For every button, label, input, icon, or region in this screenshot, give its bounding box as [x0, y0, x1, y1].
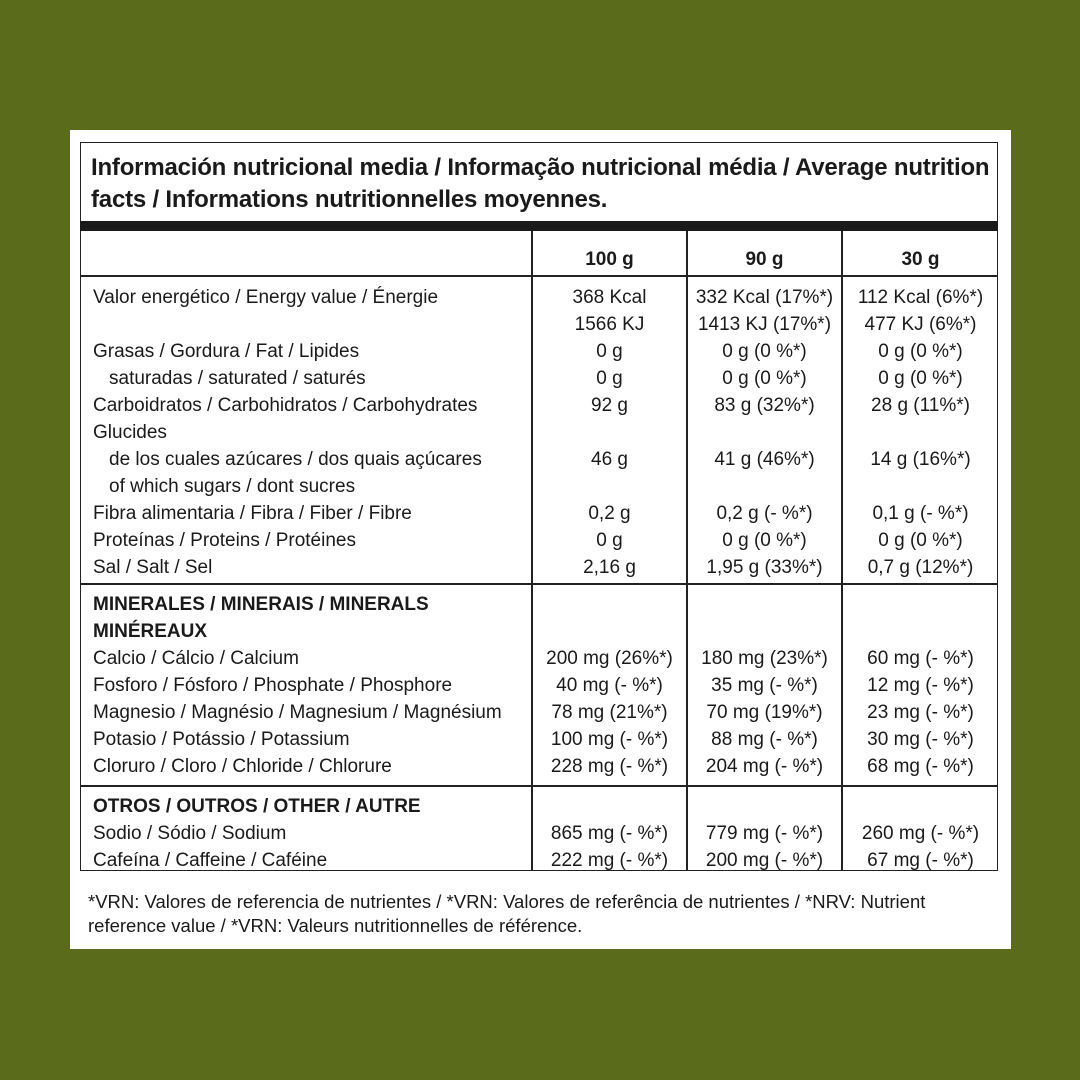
row-label: Sal / Salt / Sel — [93, 557, 213, 578]
row-label: Fosforo / Fósforo / Phosphate / Phosphore — [93, 675, 453, 696]
table-row — [81, 284, 999, 311]
row-value-100g: 865 mg (- %*) — [550, 823, 669, 844]
row-label: Sodio / Sódio / Sodium — [93, 823, 287, 844]
row-value-100g: 1566 KJ — [574, 314, 645, 335]
table-row — [81, 820, 999, 847]
row-value-100g: 40 mg (- %*) — [556, 675, 663, 696]
header-divider — [81, 275, 997, 277]
row-value-100g: 200 mg (26%*) — [546, 648, 673, 669]
nutrition-table — [80, 142, 998, 871]
table-row — [81, 392, 999, 419]
row-label: Glucides — [93, 422, 167, 443]
table-row — [81, 847, 999, 874]
row-label: Carboidratos / Carbohidratos / Carbohydrates — [93, 395, 478, 416]
minerals-heading-2: MINÉREAUX — [93, 621, 208, 642]
table-row — [81, 365, 999, 392]
table-row — [81, 726, 999, 753]
row-value-100g: 0 g — [596, 530, 623, 551]
row-value-30g: 68 mg (- %*) — [867, 756, 974, 777]
table-row — [81, 554, 999, 581]
row-value-100g: 0,2 g — [588, 503, 631, 524]
table-row — [81, 753, 999, 780]
table-row — [81, 699, 999, 726]
row-value-30g: 67 mg (- %*) — [867, 850, 974, 871]
row-value-90g: 70 mg (19%*) — [706, 702, 823, 723]
section-divider — [81, 785, 997, 787]
row-label: Cloruro / Cloro / Chloride / Chlorure — [93, 756, 392, 777]
row-value-90g: 83 g (32%*) — [714, 395, 815, 416]
section-divider — [81, 583, 997, 585]
title-divider — [80, 221, 998, 231]
row-value-100g: 92 g — [591, 395, 628, 416]
row-label: Proteínas / Proteins / Protéines — [93, 530, 356, 551]
row-value-30g: 0 g (0 %*) — [878, 341, 963, 362]
row-label: of which sugars / dont sucres — [109, 476, 356, 497]
row-label: Fibra alimentaria / Fibra / Fiber / Fibre — [93, 503, 412, 524]
row-value-30g: 0 g (0 %*) — [878, 368, 963, 389]
row-label: Potasio / Potássio / Potassium — [93, 729, 350, 750]
row-value-30g: 30 mg (- %*) — [867, 729, 974, 750]
row-value-30g: 0,7 g (12%*) — [867, 557, 974, 578]
row-label: saturadas / saturated / saturés — [109, 368, 366, 389]
table-row — [81, 500, 999, 527]
row-value-90g: 0,2 g (- %*) — [716, 503, 813, 524]
row-value-90g: 332 Kcal (17%*) — [695, 287, 834, 308]
row-value-90g: 41 g (46%*) — [714, 449, 815, 470]
row-label: Valor energético / Energy value / Énergie — [93, 287, 439, 308]
table-row — [81, 672, 999, 699]
footnote: *VRN: Valores de referencia de nutrientes / *VRN: Valores de referência de nutrientes / *NRV: Nutrient reference value / *VRN: Valeurs nutritionnelles de référence. — [88, 891, 926, 936]
nutrition-card — [70, 130, 1011, 949]
table-row — [81, 446, 999, 473]
table-title: Información nutricional media / Informação nutricional média / Average nutrition facts / Informations nutritionnelles moyennes. — [91, 154, 990, 213]
column-header-100g: 100 g — [585, 249, 634, 270]
row-value-30g: 28 g (11%*) — [871, 395, 970, 416]
row-label: Calcio / Cálcio / Calcium — [93, 648, 299, 669]
row-label: Cafeína / Caffeine / Caféine — [93, 850, 328, 871]
row-value-90g: 180 mg (23%*) — [701, 648, 828, 669]
column-header-90g: 90 g — [745, 249, 784, 270]
row-value-100g: 46 g — [591, 449, 628, 470]
minerals-heading-row — [81, 618, 999, 645]
row-value-30g: 60 mg (- %*) — [867, 648, 974, 669]
row-label: Grasas / Gordura / Fat / Lipides — [93, 341, 360, 362]
row-value-100g: 368 Kcal — [572, 287, 647, 308]
row-value-90g: 0 g (0 %*) — [722, 341, 807, 362]
row-value-90g: 0 g (0 %*) — [722, 368, 807, 389]
table-row — [81, 338, 999, 365]
row-value-30g: 14 g (16%*) — [870, 449, 971, 470]
row-value-30g: 23 mg (- %*) — [867, 702, 974, 723]
row-value-100g: 222 mg (- %*) — [550, 850, 669, 871]
row-value-90g: 200 mg (- %*) — [705, 850, 824, 871]
minerals-heading-row — [81, 591, 999, 618]
minerals-heading: MINERALES / MINERAIS / MINERALS — [93, 594, 429, 615]
row-value-30g: 112 Kcal (6%*) — [857, 287, 984, 308]
row-value-90g: 0 g (0 %*) — [722, 530, 807, 551]
row-value-30g: 0 g (0 %*) — [878, 530, 963, 551]
others-heading: OTROS / OUTROS / OTHER / AUTRE — [93, 796, 421, 817]
row-value-90g: 88 mg (- %*) — [711, 729, 818, 750]
row-value-90g: 204 mg (- %*) — [705, 756, 824, 777]
row-value-100g: 228 mg (- %*) — [550, 756, 669, 777]
row-value-90g: 1,95 g (33%*) — [706, 557, 823, 578]
row-value-100g: 2,16 g — [583, 557, 636, 578]
others-heading-row — [81, 793, 999, 820]
row-value-90g: 35 mg (- %*) — [711, 675, 818, 696]
table-row — [81, 527, 999, 554]
table-row — [81, 473, 999, 500]
table-row — [81, 645, 999, 672]
row-value-90g: 779 mg (- %*) — [705, 823, 824, 844]
row-label: de los cuales azúcares / dos quais açúcares — [109, 449, 482, 470]
row-value-100g: 78 mg (21%*) — [551, 702, 668, 723]
row-label: Magnesio / Magnésio / Magnesium / Magnésium — [93, 702, 502, 723]
table-row — [81, 311, 999, 338]
row-value-30g: 0,1 g (- %*) — [872, 503, 969, 524]
row-value-90g: 1413 KJ (17%*) — [697, 314, 832, 335]
row-value-100g: 0 g — [596, 368, 623, 389]
row-value-30g: 12 mg (- %*) — [867, 675, 974, 696]
column-header-30g: 30 g — [901, 249, 940, 270]
table-row — [81, 419, 999, 446]
row-value-30g: 260 mg (- %*) — [861, 823, 980, 844]
row-value-100g: 0 g — [596, 341, 623, 362]
row-value-30g: 477 KJ (6%*) — [864, 314, 977, 335]
row-value-100g: 100 mg (- %*) — [550, 729, 669, 750]
